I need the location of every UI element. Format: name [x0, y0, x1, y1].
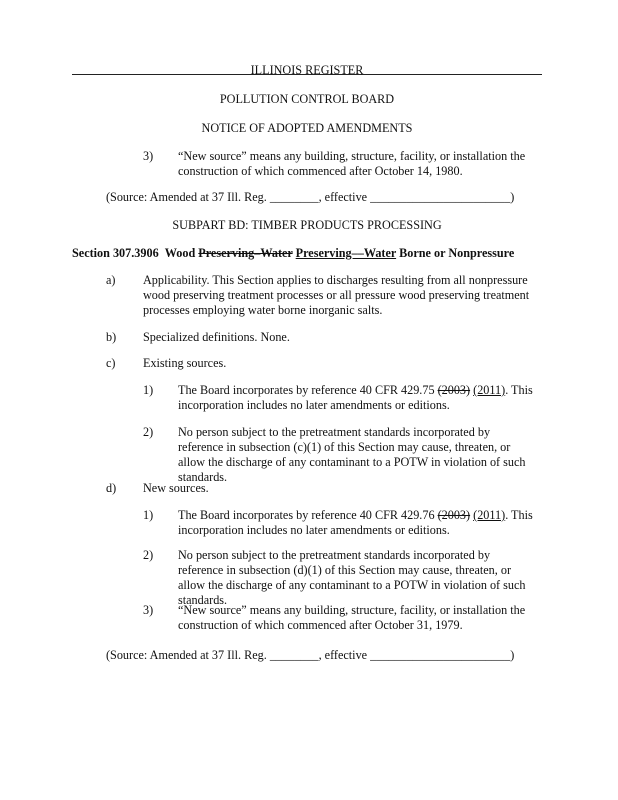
c2-text: No person subject to the pretreatment standards incorporated by reference in subsection (c)(1) of this Section may cause, threaten, or allow the discharge of any contaminant to a POTW in violation of such standards. [178, 425, 526, 484]
subpart-heading: SUBPART BD: TIMBER PRODUCTS PROCESSING [172, 218, 442, 232]
source2-suffix: ) [510, 648, 515, 662]
subsection-c-text: Existing sources. [143, 356, 227, 370]
register-title: ILLINOIS REGISTER [250, 63, 364, 77]
notice-title: NOTICE OF ADOPTED AMENDMENTS [201, 121, 413, 135]
top-item-text: “New source” means any building, structure, facility, or installation the construction of which commenced after October 14, 1980. [178, 149, 526, 178]
subsection-b-label: b) [106, 330, 117, 344]
source-mid: , effective [318, 190, 371, 204]
d1-inserted-year: (2011) [473, 508, 506, 522]
source2-blank-effective: _______________________ [370, 648, 511, 662]
subsection-a-text: Applicability. This Section applies to discharges resulting from all nonpressure wood preserving treatment processes or all pressure wood preserving treatment processes employing water borne inorganic salts. [143, 273, 530, 317]
c1-post: . This incorporation includes no later amendments or editions. [178, 383, 533, 412]
header-rule [72, 74, 542, 75]
source-prefix: (Source: Amended at 37 Ill. Reg. [106, 190, 270, 204]
d1-pre: The Board incorporates by reference 40 CFR 429.76 [178, 508, 438, 522]
source2-blank-reg: ________ [269, 648, 319, 662]
d1-number: 1) [143, 508, 154, 522]
section-word-wood: Wood [164, 246, 196, 260]
d3-number: 3) [143, 603, 154, 617]
source-note-1 [106, 190, 514, 205]
section-number: Section 307.3906 [72, 246, 159, 260]
c1-pre: The Board incorporates by reference 40 CFR 429.75 [178, 383, 438, 397]
section-rest: Borne or Nonpressure [399, 246, 515, 260]
d2-text: No person subject to the pretreatment standards incorporated by reference in subsection (d)(1) of this Section may cause, threaten, or allow the discharge of any contaminant to a POTW in violation of such standards. [178, 548, 526, 607]
d3-text: “New source” means any building, structure, facility, or installation the construction of which commenced after October 31, 1979. [178, 603, 526, 632]
c2-number: 2) [143, 425, 154, 439]
subsection-a-label: a) [106, 273, 116, 287]
source-note-2 [106, 648, 514, 663]
d2-number: 2) [143, 548, 154, 562]
subsection-c-label: c) [106, 356, 116, 370]
d1-text [178, 508, 538, 538]
d1-post: . This incorporation includes no later amendments or editions. [178, 508, 533, 537]
subsection-d-label: d) [106, 481, 117, 495]
section-deleted-text: Preserving–Water [198, 246, 293, 260]
source2-mid: , effective [318, 648, 371, 662]
source-blank-reg: ________ [269, 190, 319, 204]
c1-text [178, 383, 538, 413]
section-inserted-text: Preserving––Water [295, 246, 397, 260]
c1-number: 1) [143, 383, 154, 397]
source-suffix: ) [510, 190, 515, 204]
source2-prefix: (Source: Amended at 37 Ill. Reg. [106, 648, 270, 662]
source-blank-effective: _______________________ [370, 190, 511, 204]
board-title: POLLUTION CONTROL BOARD [219, 92, 395, 106]
c1-inserted-year: (2011) [473, 383, 506, 397]
d1-deleted-year: (2003) [437, 508, 471, 522]
subsection-d-text: New sources. [143, 481, 209, 495]
top-item-number: 3) [143, 149, 154, 163]
section-heading [72, 246, 514, 261]
subsection-b-text: Specialized definitions. None. [143, 330, 290, 344]
c1-deleted-year: (2003) [437, 383, 471, 397]
